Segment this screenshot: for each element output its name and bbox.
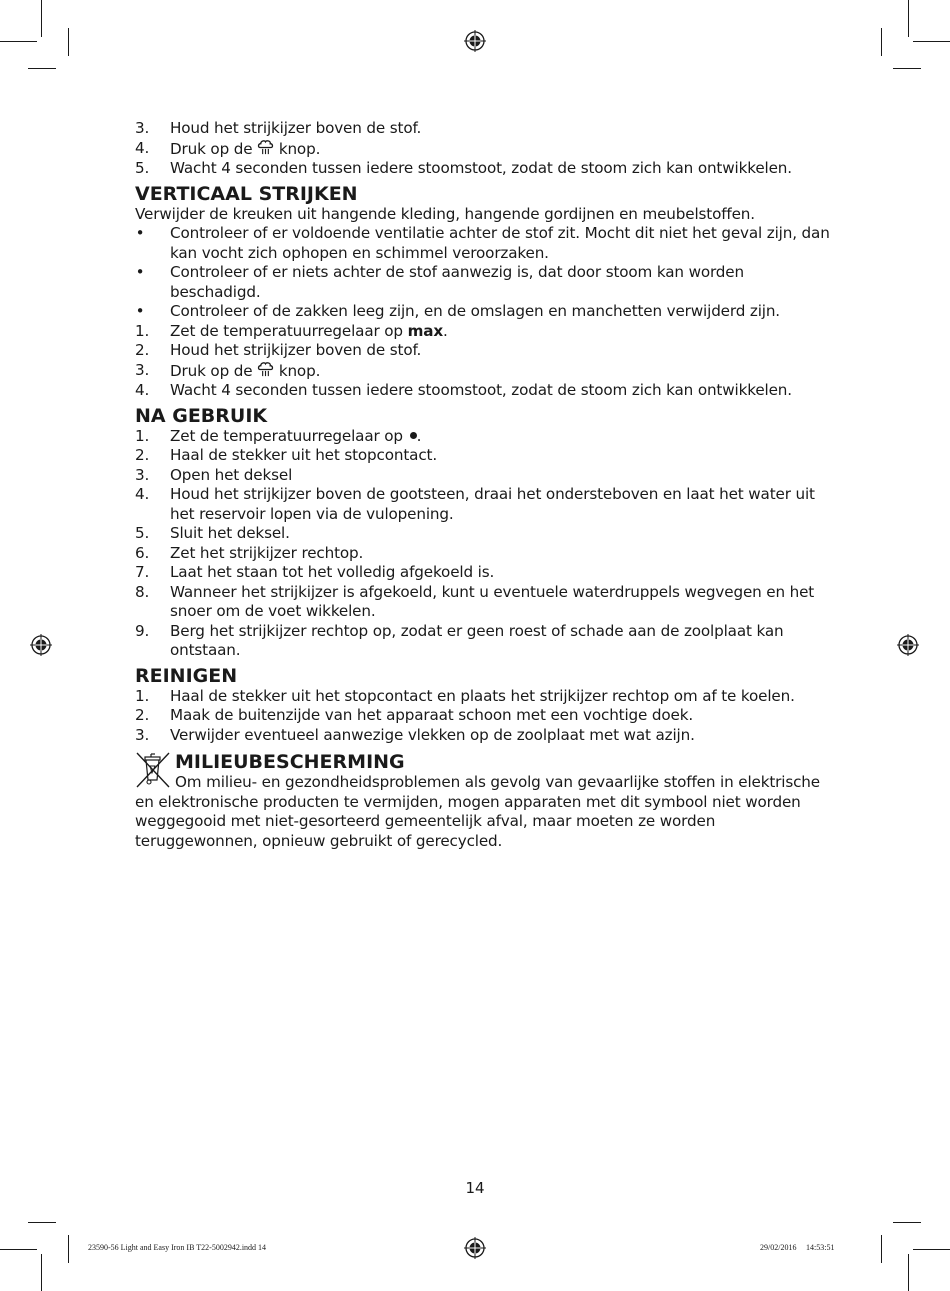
list-item <box>135 322 835 342</box>
bullet-text: Controleer of er niets achter de stof aanwezig is, dat door stoom kan worden beschadigd. <box>170 263 744 301</box>
list-item <box>135 361 835 382</box>
registration-mark-icon <box>464 1237 486 1259</box>
section-intro: Verwijder de kreuken uit hangende kleding, hangende gordijnen en meubelstoffen. <box>135 204 755 223</box>
crossed-out-wheelie-bin-icon <box>133 749 173 791</box>
bullet-symbol: • <box>135 224 145 242</box>
slug-file-info: 23590-56 Light and Easy Iron IB T22-5002942.indd 14 <box>88 1243 267 1252</box>
crop-mark <box>28 68 56 69</box>
bullet-item <box>135 224 835 263</box>
step-number: 4. <box>135 381 150 399</box>
list-item <box>135 544 835 564</box>
steam-button-icon <box>257 361 274 378</box>
list-item <box>135 139 835 160</box>
slug-time: 14:53:51 <box>806 1243 835 1252</box>
step-text-before: Zet de temperatuurregelaar op <box>170 426 403 445</box>
list-item <box>135 706 835 726</box>
list-item <box>135 687 835 707</box>
bullet-text: Controleer of de zakken leeg zijn, en de omslagen en manchetten verwijderd zijn. <box>170 302 780 320</box>
crop-mark <box>41 1254 42 1291</box>
step-number: 1. <box>135 426 150 445</box>
step-number: 2. <box>135 446 150 464</box>
list-item <box>135 119 835 139</box>
crop-mark <box>0 1249 37 1250</box>
step-text: Maak de buitenzijde van het apparaat schoon met een vochtige doek. <box>170 706 694 724</box>
crop-mark <box>908 0 909 37</box>
step-text: Berg het strijkijzer rechtop op, zodat er geen roest of schade aan de zoolplaat kan ontstaan. <box>170 621 784 659</box>
step-text-after: . <box>416 426 422 445</box>
list-item <box>135 622 835 661</box>
step-number: 4. <box>135 485 150 503</box>
step-text: Wacht 4 seconden tussen iedere stoomstoot, zodat de stoom zich kan ontwikkelen. <box>170 159 792 177</box>
bullet-item <box>135 302 835 322</box>
step-text: Houd het strijkijzer boven de stof. <box>170 341 422 359</box>
step-text: Wacht 4 seconden tussen iedere stoomstoot, zodat de stoom zich kan ontwikkelen. <box>170 381 792 399</box>
list-item <box>135 427 835 447</box>
step-text-after: knop. <box>278 139 321 158</box>
step-number: 5. <box>135 159 150 177</box>
bullet-text: Controleer of er voldoende ventilatie achter de stof zit. Mocht dit niet het geval zijn, dan kan vocht zich ophopen en schimmel veroorzaken. <box>170 224 830 262</box>
section-heading-environment: MILIEUBESCHERMING <box>175 751 405 773</box>
step-number: 1. <box>135 321 150 340</box>
step-number: 5. <box>135 524 150 542</box>
registration-mark-icon <box>897 634 919 656</box>
step-text-after: . <box>443 321 448 340</box>
step-number: 2. <box>135 706 150 724</box>
steam-shot-steps <box>135 119 835 179</box>
crop-mark <box>881 1235 882 1263</box>
list-item <box>135 341 835 361</box>
environment-text: Om milieu- en gezondheidsproblemen als gevolg van gevaarlijke stoffen in elektrische en elektronische producten te vermijden, mogen apparaten met dit symbool niet worden weggegooid met niet-gesorteerd gemeentelijk afval, maar moeten ze worden teruggewonnen, opnieuw gebruikt of gerecycled. <box>135 773 820 850</box>
list-item <box>135 466 835 486</box>
step-text-before: Druk op de <box>170 361 253 380</box>
step-text: Verwijder eventueel aanwezige vlekken op de zoolplaat met wat azijn. <box>170 725 695 744</box>
crop-mark <box>893 1222 921 1223</box>
step-number: 6. <box>135 543 150 562</box>
list-item <box>135 583 835 622</box>
page-content <box>135 119 835 851</box>
step-number: 3. <box>135 119 150 137</box>
step-number: 2. <box>135 341 150 359</box>
step-number: 8. <box>135 582 150 601</box>
step-text: Houd het strijkijzer boven de gootsteen, draai het ondersteboven en laat het water uit het reservoir lopen via de vulopening. <box>170 485 815 523</box>
step-text: Houd het strijkijzer boven de stof. <box>170 119 422 137</box>
step-text: Sluit het deksel. <box>170 524 290 542</box>
step-number: 3. <box>135 725 150 744</box>
step-text-before: Druk op de <box>170 139 253 158</box>
step-text: Zet het strijkijzer rechtop. <box>170 543 364 562</box>
step-number: 3. <box>135 465 150 484</box>
registration-mark-icon <box>30 634 52 656</box>
single-dot-temperature-icon <box>410 432 417 439</box>
step-text-after: knop. <box>278 361 321 380</box>
step-text-before: Zet de temperatuurregelaar op <box>170 321 403 340</box>
list-item <box>135 381 835 401</box>
registration-mark-icon <box>464 30 486 52</box>
step-number: 9. <box>135 621 150 640</box>
slug-date: 29/02/2016 <box>760 1243 797 1252</box>
list-item <box>135 446 835 466</box>
bullet-symbol: • <box>135 302 145 320</box>
list-item <box>135 159 835 179</box>
step-text-bold: max <box>407 321 443 340</box>
crop-mark <box>0 41 37 42</box>
section-heading-vertical-ironing: VERTICAAL STRIJKEN <box>135 182 358 205</box>
step-number: 4. <box>135 138 150 157</box>
page-number: 14 <box>465 1179 485 1197</box>
steam-button-icon <box>257 139 274 156</box>
list-item <box>135 485 835 524</box>
bullet-symbol: • <box>135 263 145 281</box>
crop-mark <box>41 0 42 37</box>
environment-section <box>135 751 835 851</box>
crop-mark <box>68 1235 69 1263</box>
step-number: 7. <box>135 563 150 581</box>
list-item <box>135 563 835 583</box>
crop-mark <box>913 41 950 42</box>
step-text: Wanneer het strijkijzer is afgekoeld, kunt u eventuele waterdruppels wegvegen en het snoer om de voet wikkelen. <box>170 582 815 620</box>
crop-mark <box>68 28 69 56</box>
crop-mark <box>28 1222 56 1223</box>
crop-mark <box>893 68 921 69</box>
bullet-item <box>135 263 835 302</box>
step-number: 1. <box>135 686 150 705</box>
step-text: Haal de stekker uit het stopcontact. <box>170 446 438 464</box>
step-text: Laat het staan tot het volledig afgekoeld is. <box>170 563 495 581</box>
step-number: 3. <box>135 360 150 379</box>
list-item <box>135 524 835 544</box>
crop-mark <box>881 28 882 56</box>
step-text: Open het deksel <box>170 465 293 484</box>
crop-mark <box>908 1254 909 1291</box>
section-heading-cleaning: REINIGEN <box>135 664 238 687</box>
crop-mark <box>913 1249 950 1250</box>
section-heading-after-use: NA GEBRUIK <box>135 404 268 427</box>
step-text: Haal de stekker uit het stopcontact en plaats het strijkijzer rechtop om af te koelen. <box>170 686 795 705</box>
list-item <box>135 726 835 746</box>
